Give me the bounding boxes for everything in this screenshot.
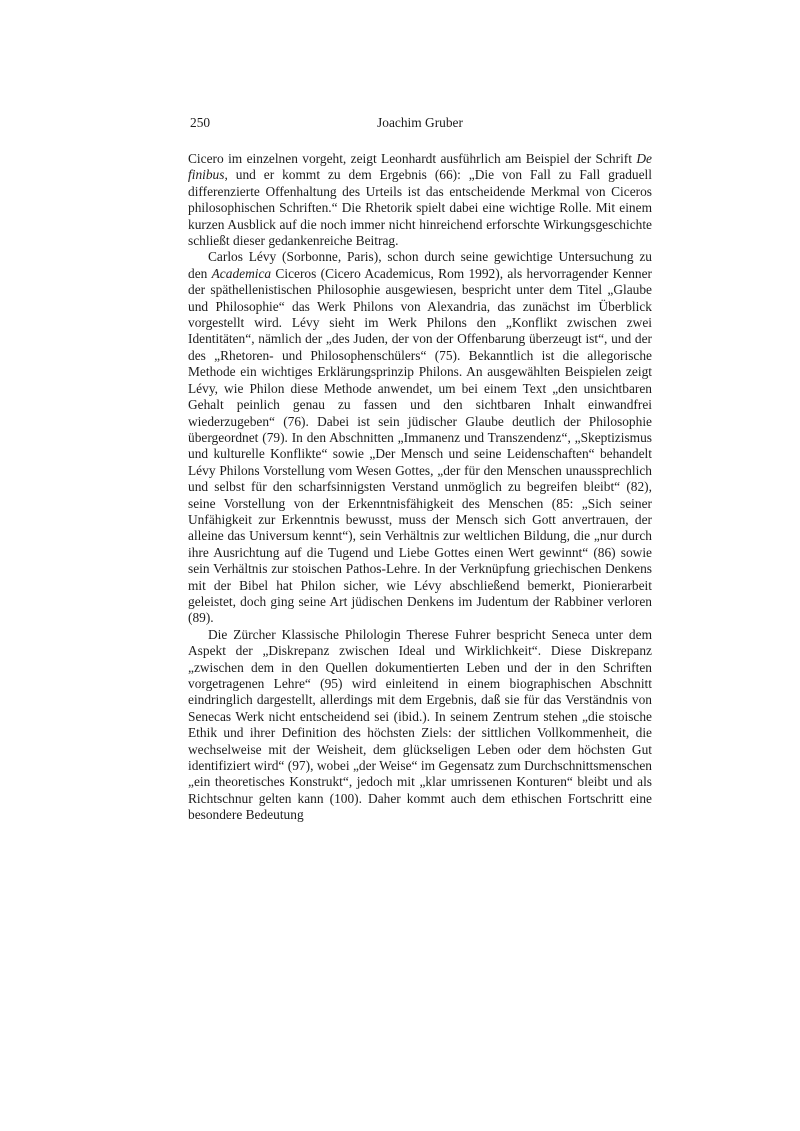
paragraph (188, 627, 652, 824)
text-run: Ciceros (Cicero Academicus, Rom 1992), als hervorragender Kenner der späthellenistischen Philosophie ausgewiesen, bespricht unter dem Titel „Glaube und Philosophie“ das Werk Philons von Alexandria, das zunächst im Überblick vorgestellt wird. Lévy sieht im Werk Philons den „Konflikt zwischen zwei Identitäten“, nämlich der „des Juden, der von der Offenbarung überzeugt ist“, und der des „Rhetoren- und Philosophenschülers“ (75). Bekanntlich ist die allegorische Methode ein wichtiges Erklärungsprinzip Philons. An ausgewählten Beispielen zeigt Lévy, wie Philon diese Methode anwendet, um bei einem Text „den unsichtbaren Gehalt peinlich genau zu fassen und den sichtbaren Inhalt einwandfrei wiederzugeben“ (76). Dabei ist sein jüdischer Glaube deutlich der Philosophie übergeordnet (79). In den Abschnitten „Immanenz und Transzendenz“, „Skeptizismus und kulturelle Konflikte“ sowie „Der Mensch und seine Leidenschaften“ behandelt Lévy Philons Vorstellung vom Wesen Gottes, „der für den Menschen unaussprechlich und selbst für den scharfsinnigsten Verstand unmöglich zu begreifen bleibt“ (82), seine Vorstellung von der Erkenntnisfähigkeit des Menschen (85: „Sich seiner Unfähigkeit zur Erkenntnis bewusst, muss der Mensch sich Gott anvertrauen, der alleine das Universum kennt“), sein Verhältnis zur weltlichen Bildung, die „nur durch ihre Ausrichtung auf die Tugend und Liebe Gottes einen Wert gewinnt“ (86) sowie sein Verhältnis zur stoischen Pathos-Lehre. In der Verknüpfung griechischen Denkens mit der Bibel hat Philon sicher, wie Lévy abschließend bemerkt, Pionierarbeit geleistet, doch ging seine Art jüdischen Denkens im Judentum der Rabbiner verloren (89). (188, 265, 652, 626)
text-run: , und er kommt zu dem Ergebnis (66): „Die von Fall zu Fall graduell differenzierte Offenhaltung des Urteils ist das entscheidende Merkmal von Ciceros philosophischen Schriften.“ Die Rhetorik spielt dabei eine wichtige Rolle. Mit einem kurzen Ausblick auf die noch immer nicht hinreichend erforschte Wirkungsgeschichte schließt dieser gedankenreiche Beitrag. (188, 167, 652, 249)
text-run: Carlos Lévy (Sorbonne, Paris), schon durch seine gewichtige Untersuchung zu den (188, 249, 652, 281)
page-number: 250 (190, 115, 211, 130)
italic-text-run: Academica (211, 265, 272, 281)
italic-text-run: De finibus (188, 151, 652, 183)
text-block (188, 151, 652, 824)
page-header (188, 114, 652, 132)
paragraph (188, 249, 652, 626)
paragraph (188, 151, 652, 249)
text-run: Cicero im einzelnen vorgeht, zeigt Leonhardt ausführlich am Beispiel der Schrift (188, 151, 637, 166)
text-run: Die Zürcher Klassische Philologin Therese Fuhrer bespricht Seneca unter dem Aspekt der „Diskrepanz zwischen Ideal und Wirklichkeit“. Diese Diskrepanz „zwischen dem in den Quellen dokumentierten Leben und der in den Schriften vorgetragenen Lehre“ (95) wird einleitend in einem biographischen Abschnitt eindringlich dargestellt, allerdings mit dem Ergebnis, daß sie für das Verständnis von Senecas Werk nicht entscheidend sei (ibid.). In seinem Zentrum stehen „die stoische Ethik und ihrer Definition des höchsten Ziels: der sittlichen Vollkommenheit, die wechselweise mit der Weisheit, dem glückseligen Leben oder dem höchsten Gut identifiziert wird“ (97), wobei „der Weise“ im Gegensatz zum Durchschnittsmenschen „ein theoretisches Konstrukt“, jedoch mit „klar umrissenen Konturen“ bleibt und als Richtschnur gelten kann (100). Daher kommt auch dem ethischen Fortschritt eine besondere Bedeutung (188, 626, 652, 823)
running-head: Joachim Gruber (377, 115, 463, 130)
